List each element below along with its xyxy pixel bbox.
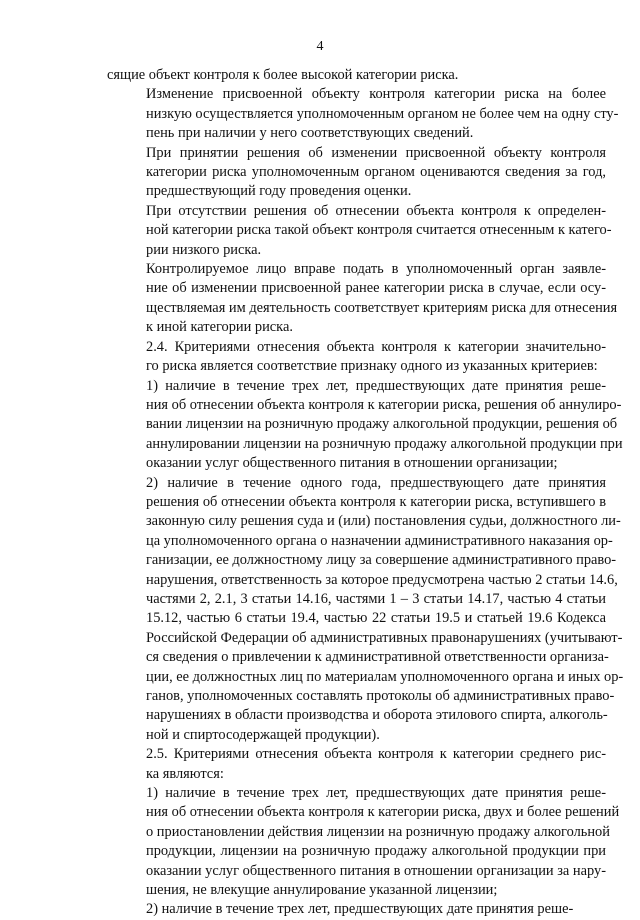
text-line: 2) наличие в течение одного года, предшествующего дате принятия xyxy=(146,474,606,491)
text-line: рии низкого риска. xyxy=(146,241,262,258)
text-line: Контролируемое лицо вправе подать в уполномоченный орган заявле- xyxy=(146,261,606,278)
text-line: 1) наличие в течение трех лет, предшествующих дате принятия реше- xyxy=(146,377,606,394)
paragraph xyxy=(107,745,606,784)
text-line: ной и спиртосодержащей продукции). xyxy=(146,726,380,743)
text-line: 2) наличие в течение трех лет, предшествующих дате принятия реше- xyxy=(146,901,574,918)
text-line: При отсутствии решения об отнесении объекта контроля к определен- xyxy=(146,202,606,219)
text-line: оказании услуг общественного питания в отношении организации; xyxy=(146,455,558,472)
paragraph xyxy=(107,338,606,377)
text-line: 15.12, частью 6 статьи 19.4, частью 22 статьи 19.5 и статьей 19.6 Кодекса xyxy=(146,610,606,627)
paragraph xyxy=(107,144,606,202)
text-line: шения, не влекущие аннулирование указанной лицензии; xyxy=(146,882,498,899)
text-line: продукции, лицензии на розничную продажу алкогольной продукции при xyxy=(146,843,606,860)
text-line: ние об изменении присвоенной ранее категории риска в случае, если осу- xyxy=(146,280,606,297)
text-line: низкую осуществляется уполномоченным органом не более чем на одну сту- xyxy=(146,105,619,122)
text-line: оказании услуг общественного питания в отношении организации за нару- xyxy=(146,862,606,879)
text-line: ганов, уполномоченных составлять протоколы об административных право- xyxy=(146,688,615,704)
text-line: ца уполномоченного органа о назначении административного наказания ор- xyxy=(146,532,613,549)
text-line: решения об отнесении объекта контроля к категории риска, вступившего в xyxy=(146,493,606,510)
text-line: ка являются: xyxy=(146,765,224,782)
paragraph xyxy=(107,474,624,746)
text-line: законную силу решения суда и (или) постановления судьи, должностного ли- xyxy=(146,513,621,530)
text-line: ществляемая им деятельность соответствует критериям риска для отнесения xyxy=(146,299,618,316)
text-line: ния об отнесении объекта контроля к категории риска, решения об аннулиро- xyxy=(146,396,622,413)
text-line: го риска является соответствие признаку одного из указанных критериев: xyxy=(146,358,598,375)
paragraph xyxy=(107,900,606,919)
text-line: 1) наличие в течение трех лет, предшествующих дате принятия реше- xyxy=(146,785,606,802)
text-line: ной категории риска такой объект контроля считается отнесенным к катего- xyxy=(146,222,612,239)
paragraph xyxy=(107,784,620,900)
text-line: При принятии решения об изменении присвоенной объекту контроля xyxy=(146,144,606,161)
text-line: 2.4. Критериями отнесения объекта контроля к категории значительно- xyxy=(146,338,606,355)
text-line: частями 2, 2.1, 3 статьи 14.16, частями 1 – 3 статьи 14.17, частью 4 статьи xyxy=(146,590,606,607)
document-body xyxy=(107,66,624,920)
text-line: о приостановлении действия лицензии на розничную продажу алкогольной xyxy=(146,823,610,840)
text-line: ния об отнесении объекта контроля к категории риска, двух и более решений xyxy=(146,804,620,821)
text-line: ции, ее должностных лиц по материалам уполномоченного органа и иных ор- xyxy=(146,668,624,685)
text-line: предшествующий году проведения оценки. xyxy=(146,183,412,200)
text-line: нарушениях в области производства и оборота этилового спирта, алкоголь- xyxy=(146,707,608,724)
text-line: Российской Федерации об административных правонарушениях (учитывают- xyxy=(146,629,623,646)
text-line: к иной категории риска. xyxy=(146,319,293,336)
paragraph xyxy=(107,66,606,85)
text-line: ганизации, ее должностному лицу за совершение административного право- xyxy=(146,552,617,569)
text-line: сящие объект контроля к более высокой категории риска. xyxy=(107,67,459,83)
text-line: 2.5. Критериями отнесения объекта контроля к категории среднего рис- xyxy=(146,746,606,763)
text-line: ся сведения о привлечении к административной ответственности организа- xyxy=(146,649,609,666)
text-line: пень при наличии у него соответствующих сведений. xyxy=(146,125,474,142)
page-number: 4 xyxy=(316,39,324,54)
paragraph xyxy=(107,202,612,260)
paragraph xyxy=(107,260,618,338)
text-line: вании лицензии на розничную продажу алкогольной продукции, решения об xyxy=(146,416,618,433)
paragraph xyxy=(107,377,623,474)
paragraph xyxy=(107,85,619,143)
text-line: нарушения, ответственность за которое предусмотрена частью 2 статьи 14.6, xyxy=(146,571,618,588)
text-line: Изменение присвоенной объекту контроля категории риска на более xyxy=(146,86,606,103)
text-line: категории риска уполномоченным органом оцениваются сведения за год, xyxy=(146,164,606,181)
text-line: аннулировании лицензии на розничную продажу алкогольной продукции при xyxy=(146,435,623,452)
